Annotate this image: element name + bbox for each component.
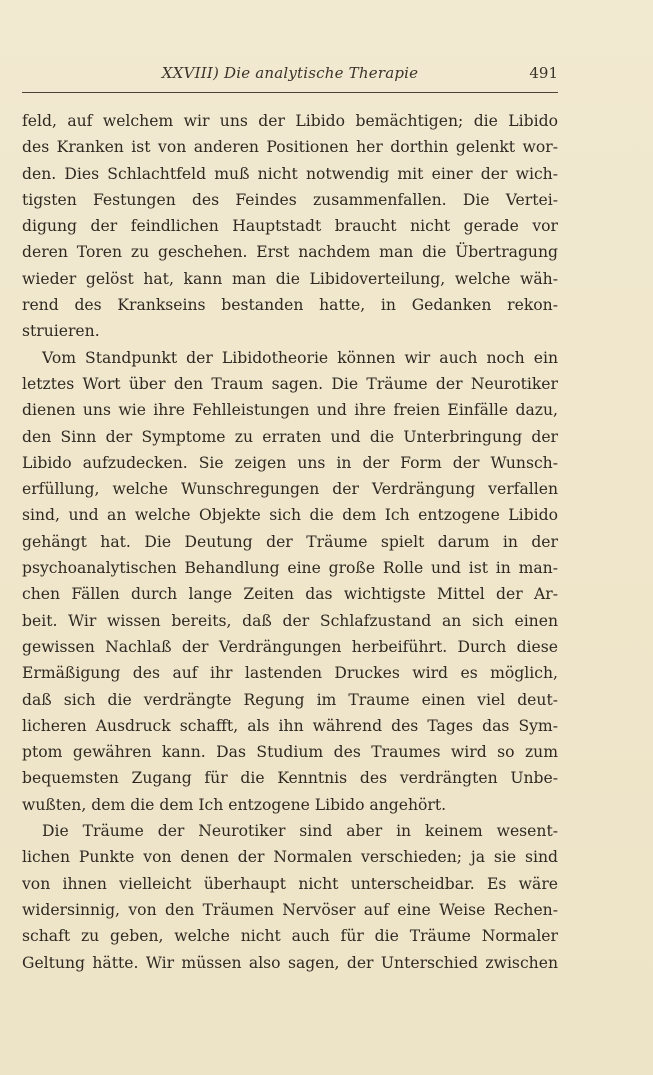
text-line: deren Toren zu geschehen. Erst nachdem man die Übertragung <box>22 243 558 262</box>
running-header <box>22 62 558 88</box>
text-line: gewissen Nachlaß der Verdrängungen herbeiführt. Durch diese <box>22 637 558 656</box>
text-line: struieren. <box>22 322 100 341</box>
text-line: beit. Wir wissen bereits, daß der Schlafzustand an sich einen <box>22 611 558 630</box>
text-line: Ermäßigung des auf ihr lastenden Druckes wird es möglich, <box>22 664 558 683</box>
text-line: Geltung hätte. Wir müssen also sagen, der Unterschied zwischen <box>22 953 558 972</box>
page-number: 491 <box>529 64 558 82</box>
text-line: des Kranken ist von anderen Positionen her dorthin gelenkt wor- <box>22 138 558 157</box>
text-line: Vom Standpunkt der Libidotheorie können wir auch noch ein <box>42 348 558 367</box>
text-line: erfüllung, welche Wunschregungen der Verdrängung verfallen <box>22 480 558 499</box>
text-line: schaft zu geben, welche nicht auch für die Träume Normaler <box>22 927 558 946</box>
text-line: gehängt hat. Die Deutung der Träume spielt darum in der <box>22 532 558 551</box>
text-line: den Sinn der Symptome zu erraten und die Unterbringung der <box>22 427 558 446</box>
running-title: XXVIII) Die analytische Therapie <box>161 64 419 82</box>
text-line: sind, und an welche Objekte sich die dem Ich entzogene Libido <box>22 506 558 525</box>
text-line: Libido aufzudecken. Sie zeigen uns in der Form der Wunsch- <box>22 453 558 472</box>
text-line: chen Fällen durch lange Zeiten das wichtigste Mittel der Ar- <box>22 585 558 604</box>
text-line: lichen Punkte von denen der Normalen verschieden; ja sie sind <box>22 848 558 867</box>
text-line: den. Dies Schlachtfeld muß nicht notwendig mit einer der wich- <box>22 164 558 183</box>
text-line: widersinnig, von den Träumen Nervöser auf eine Weise Rechen- <box>22 900 558 919</box>
text-line: von ihnen vielleicht überhaupt nicht unterscheidbar. Es wäre <box>22 874 558 893</box>
text-line: tigsten Festungen des Feindes zusammenfallen. Die Vertei- <box>22 190 558 209</box>
text-line: wußten, dem die dem Ich entzogene Libido angehört. <box>22 795 447 814</box>
text-line: ptom gewähren kann. Das Studium des Traumes wird so zum <box>22 743 558 762</box>
text-line: feld, auf welchem wir uns der Libido bemächtigen; die Libido <box>22 112 558 130</box>
text-line: daß sich die verdrängte Regung im Traume einen viel deut- <box>22 690 558 709</box>
text-line: rend des Krankseins bestanden hatte, in Gedanken rekon- <box>22 296 558 315</box>
text-line: dienen uns wie ihre Fehlleistungen und ihre freien Einfälle dazu, <box>22 401 558 420</box>
text-line: letztes Wort über den Traum sagen. Die Träume der Neurotiker <box>22 374 558 393</box>
header-rule <box>22 92 558 93</box>
text-line: bequemsten Zugang für die Kenntnis des verdrängten Unbe- <box>22 769 558 788</box>
text-line: licheren Ausdruck schafft, als ihn während des Tages das Sym- <box>22 716 558 735</box>
body-text <box>22 108 558 976</box>
text-line: wieder gelöst hat, kann man die Libidoverteilung, welche wäh- <box>22 269 558 288</box>
text-line: digung der feindlichen Hauptstadt braucht nicht gerade vor <box>22 217 558 236</box>
text-line: Die Träume der Neurotiker sind aber in keinem wesent- <box>42 822 558 841</box>
text-line: psychoanalytischen Behandlung eine große Rolle und ist in man- <box>22 559 558 578</box>
